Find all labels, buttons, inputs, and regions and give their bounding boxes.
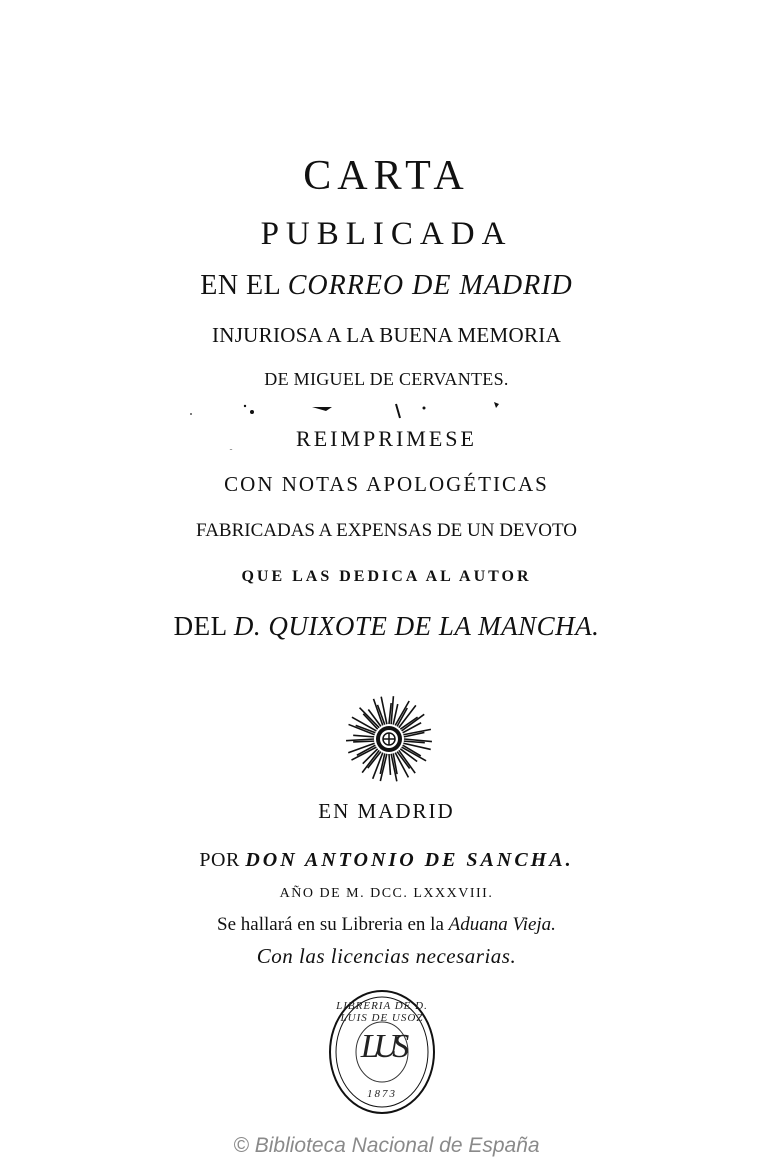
reimprimese-line: REIMPRIMESE <box>296 426 477 451</box>
printer-prefix: POR <box>199 849 240 871</box>
libreria-prefix: Se hallará en su Libreria en la <box>217 914 444 935</box>
printer-line <box>0 850 773 870</box>
library-stamp <box>327 988 437 1116</box>
footer-credit: © Biblioteca Nacional de España <box>233 1134 540 1157</box>
sunburst-ornament-icon <box>344 694 434 784</box>
fabricadas-line: FABRICADAS A EXPENSAS DE UN DEVOTO <box>196 520 577 541</box>
stamp-year: 1873 <box>367 1088 397 1100</box>
correo-line <box>0 272 773 300</box>
libreria-line <box>0 915 773 934</box>
licencias-line <box>0 946 773 967</box>
injuriosa-line: INJURIOSA A LA BUENA MEMORIA <box>211 323 562 347</box>
quixote-title: D. QUIXOTE DE LA MANCHA. <box>233 611 600 641</box>
libreria-place: Aduana Vieja. <box>448 914 556 935</box>
correo-title: CORREO DE MADRID <box>287 270 573 301</box>
year-line: AÑO DE M. DCC. LXXXVIII. <box>279 886 494 901</box>
subtitle: PUBLICADA <box>260 216 513 252</box>
miguel-line: DE MIGUEL DE CERVANTES. <box>264 369 509 389</box>
city-line: EN MADRID <box>318 799 455 823</box>
quixote-prefix: DEL <box>173 611 227 641</box>
correo-prefix: EN EL <box>200 270 281 301</box>
licencias-text: Con las licencias necesarias. <box>256 944 517 968</box>
notas-line: CON NOTAS APOLOGÉTICAS <box>224 472 549 496</box>
printer-name: DON ANTONIO DE SANCHA. <box>245 849 574 871</box>
quixote-line <box>0 613 773 640</box>
title: CARTA <box>303 153 470 199</box>
dedica-line: QUE LAS DEDICA AL AUTOR <box>241 568 532 585</box>
stamp-monogram: LUS <box>360 1028 404 1065</box>
stamp-legend: LIBRERIA DE D. LUIS DE USOZ <box>336 1000 428 1024</box>
